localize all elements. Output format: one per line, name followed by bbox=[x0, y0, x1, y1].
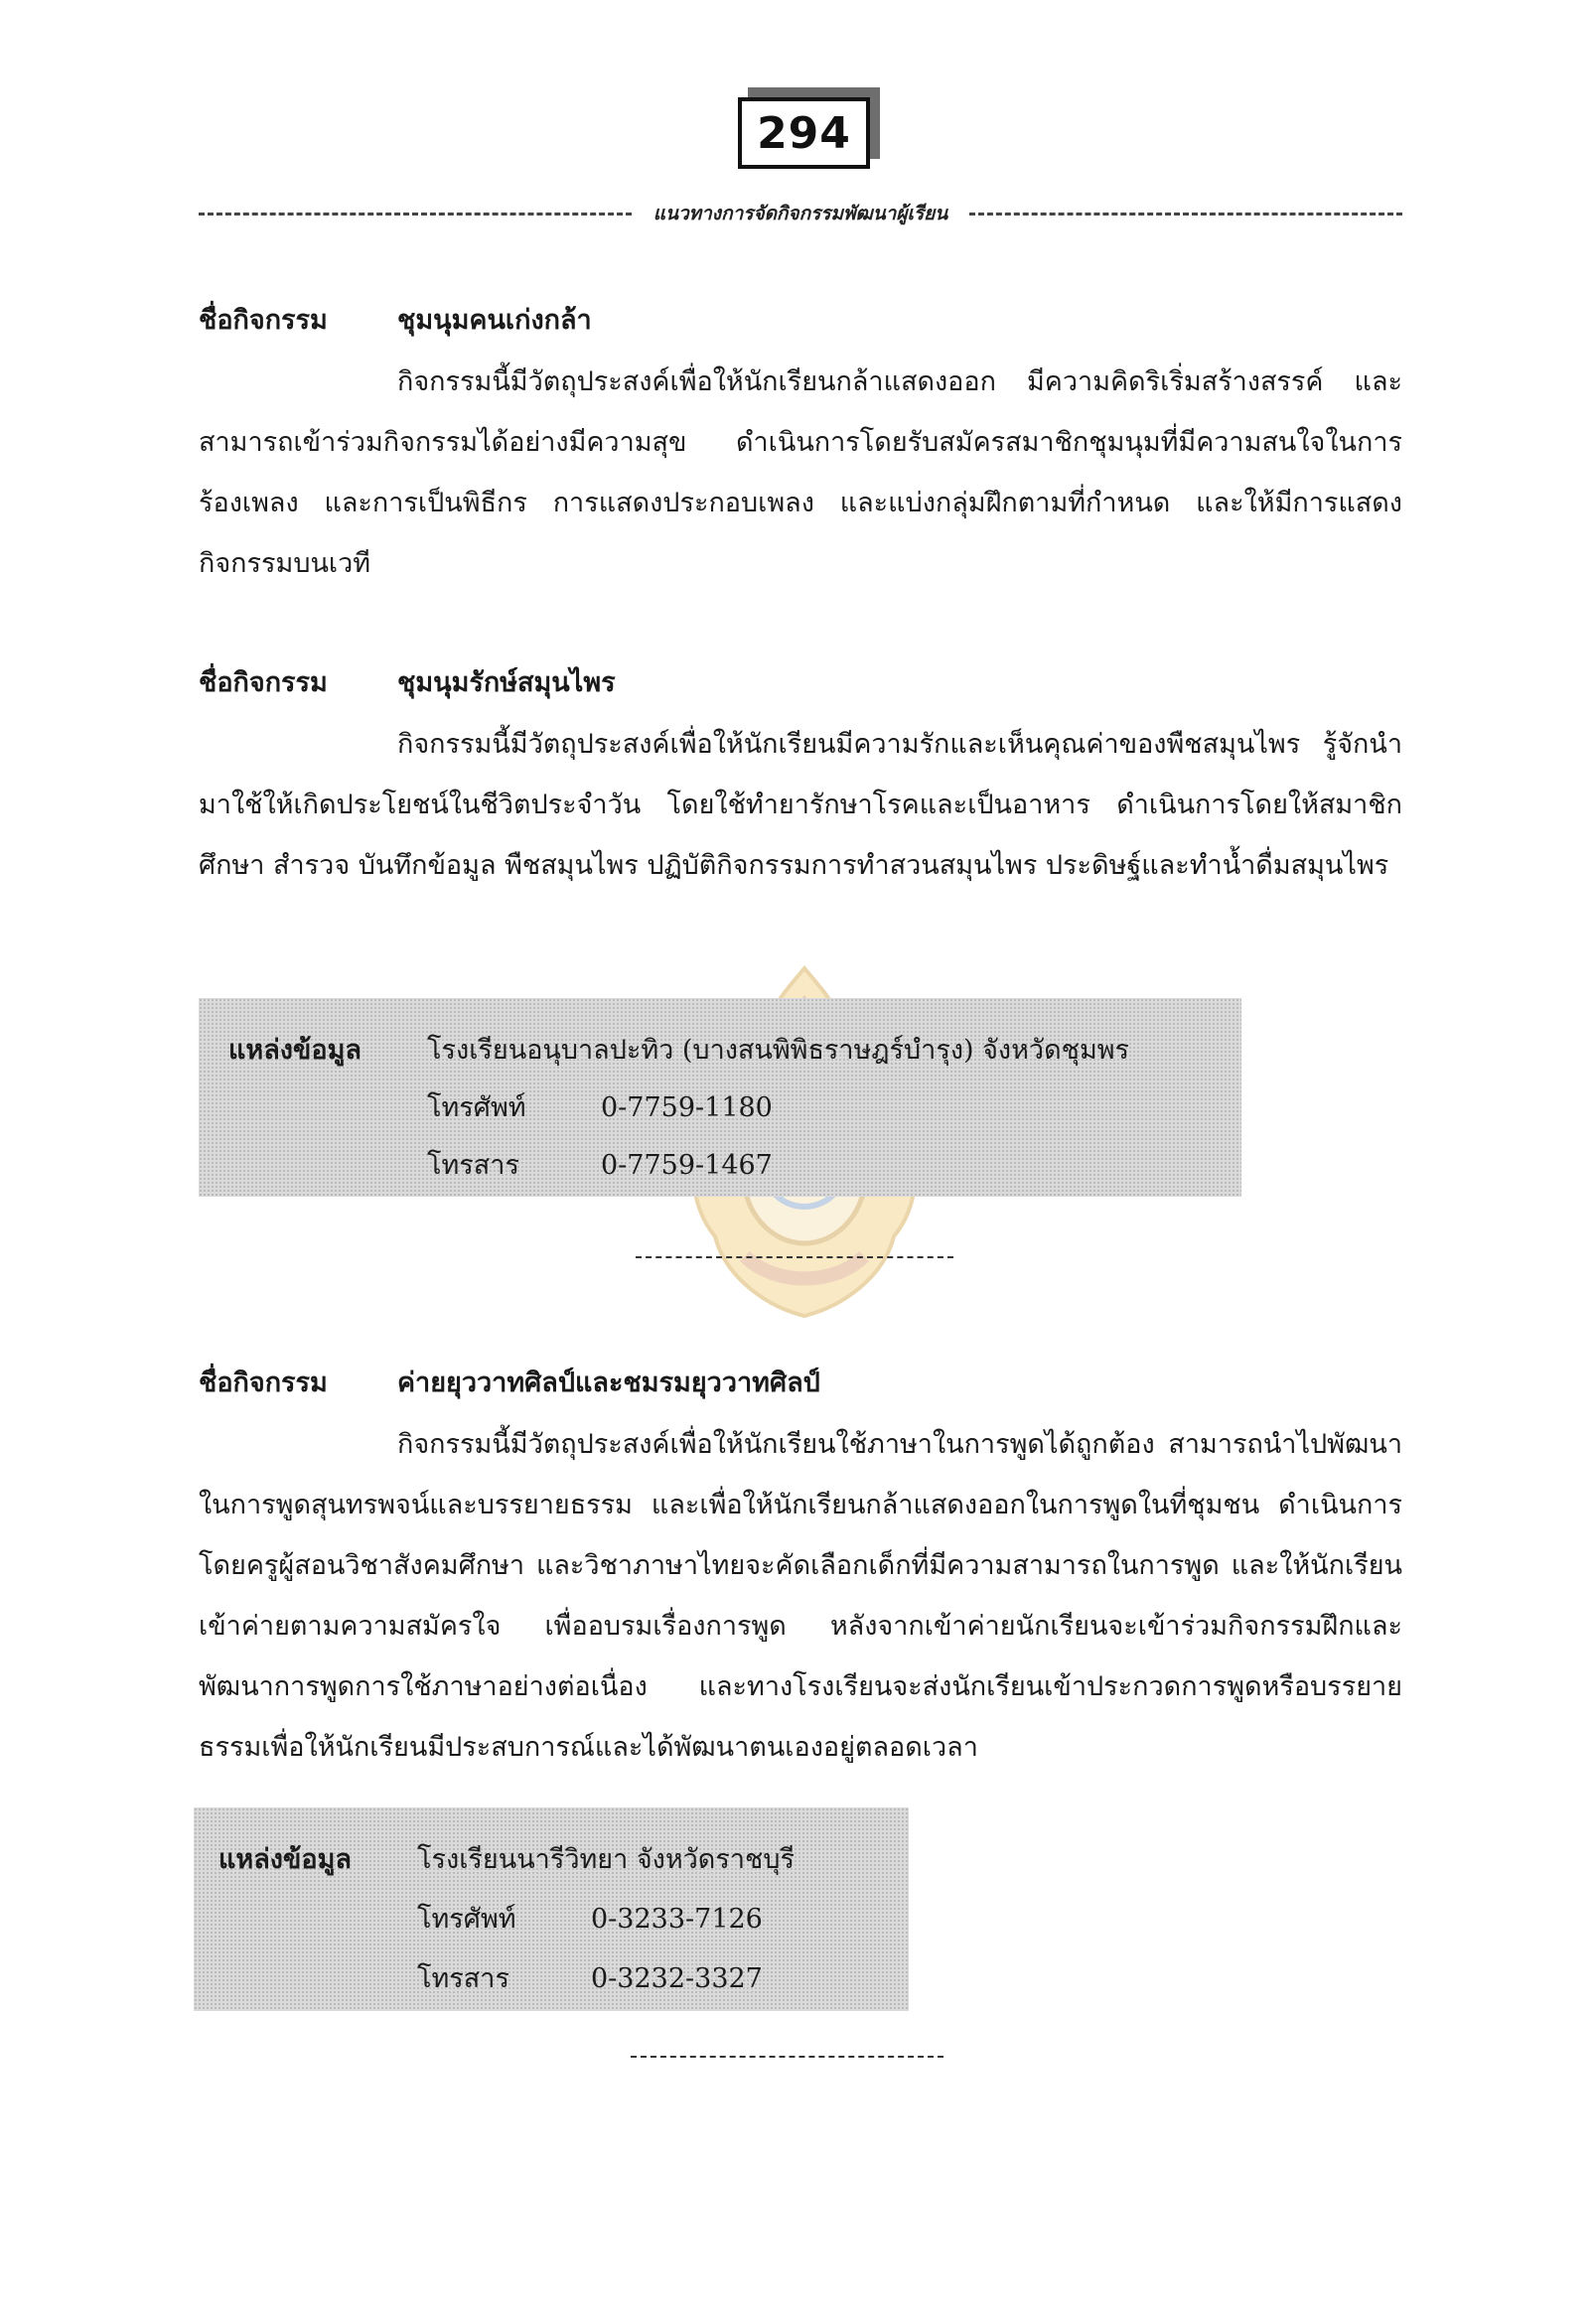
fax-label: โทรสาร bbox=[417, 1963, 509, 1994]
source-school-row bbox=[228, 1028, 1129, 1071]
fax-label: โทรสาร bbox=[427, 1150, 519, 1181]
activity-name-label: ชื่อกิจกรรม bbox=[199, 305, 328, 336]
activity-name-row bbox=[199, 298, 1402, 338]
header-dash-left bbox=[199, 213, 632, 216]
source-phone-row bbox=[427, 1085, 773, 1128]
activity-3 bbox=[199, 1361, 1402, 1778]
activity-description: กิจกรรมนี้มีวัตถุประสงค์เพื่อให้นักเรียนมีความรักและเห็นคุณค่าของพืชสมุนไพร รู้จักนำมาใช้ให้เกิดประโยชน์ในชีวิตประจำวัน โดยใช้ทำยารักษาโรคและเป็นอาหาร ดำเนินการโดยให้สมาชิกศึกษา สำรวจ บันทึกข้อมูล พืชสมุนไพร ปฏิบัติกิจกรรมการทำสวนสมุนไพร ประดิษฐ์และทำน้ำดื่มสมุนไพร bbox=[199, 729, 1402, 881]
source-school: โรงเรียนนารีวิทยา จังหวัดราชบุรี bbox=[417, 1844, 795, 1875]
source-label: แหล่งข้อมูล bbox=[218, 1844, 352, 1875]
activity-description: กิจกรรมนี้มีวัตถุประสงค์เพื่อให้นักเรียนใช้ภาษาในการพูดได้ถูกต้อง สามารถนำไปพัฒนาในการพูดสุนทรพจน์และบรรยายธรรม และเพื่อให้นักเรียนกล้าแสดงออกในการพูดในที่ชุมชน ดำเนินการโดยครูผู้สอนวิชาสังคมศึกษา และวิชาภาษาไทยจะคัดเลือกเด็กที่มีความสามารถในการพูด และให้นักเรียนเข้าค่ายตามความสมัครใจ เพื่ออบรมเรื่องการพูด หลังจากเข้าค่ายนักเรียนจะเข้าร่วมกิจกรรมฝึกและพัฒนาการพูดการใช้ภาษาอย่างต่อเนื่อง และทางโรงเรียนจะส่งนักเรียนเข้าประกวดการพูดหรือบรรยายธรรมเพื่อให้นักเรียนมีประสบการณ์และได้พัฒนาตนเองอยู่ตลอดเวลา bbox=[199, 1429, 1402, 1763]
source-fax-row bbox=[417, 1956, 763, 1999]
source-fax-row bbox=[427, 1143, 773, 1186]
page-number: 294 bbox=[738, 97, 870, 169]
fax-number: 0-7759-1467 bbox=[601, 1150, 773, 1181]
fax-number: 0-3232-3327 bbox=[591, 1963, 763, 1994]
phone-number: 0-7759-1180 bbox=[601, 1092, 773, 1123]
section-divider bbox=[636, 1256, 953, 1258]
activity-name: ชุมนุมคนเก่งกล้า bbox=[397, 305, 592, 336]
source-box-2 bbox=[194, 1807, 909, 2011]
activity-name-row bbox=[199, 660, 1402, 700]
phone-number: 0-3233-7126 bbox=[591, 1904, 763, 1935]
phone-label: โทรศัพท์ bbox=[417, 1904, 516, 1935]
activity-2 bbox=[199, 660, 1402, 896]
activity-name: ค่ายยุววาทศิลป์และชมรมยุววาทศิลป์ bbox=[397, 1367, 820, 1398]
source-box-1 bbox=[199, 998, 1241, 1197]
activity-name: ชุมนุมรักษ์สมุนไพร bbox=[397, 667, 616, 698]
header-title: แนวทางการจัดกิจกรรมพัฒนาผู้เรียน bbox=[653, 203, 948, 224]
activity-1 bbox=[199, 298, 1402, 594]
activity-name-label: ชื่อกิจกรรม bbox=[199, 1367, 328, 1398]
running-header bbox=[199, 202, 1402, 225]
source-school: โรงเรียนอนุบาลปะทิว (บางสนพิพิธราษฎร์บำรุง) จังหวัดชุมพร bbox=[427, 1035, 1130, 1066]
activity-name-row bbox=[199, 1361, 1402, 1400]
activity-description: กิจกรรมนี้มีวัตถุประสงค์เพื่อให้นักเรียนกล้าแสดงออก มีความคิดริเริ่มสร้างสรรค์ และสามารถเข้าร่วมกิจกรรมได้อย่างมีความสุข ดำเนินการโดยรับสมัครสมาชิกชุมนุมที่มีความสนใจในการร้องเพลง และการเป็นพิธีกร การแสดงประกอบเพลง และแบ่งกลุ่มฝึกตามที่กำหนด และให้มีการแสดงกิจกรรมบนเวที bbox=[199, 366, 1402, 579]
source-phone-row bbox=[417, 1897, 763, 1940]
section-divider bbox=[631, 2056, 943, 2058]
source-label: แหล่งข้อมูล bbox=[228, 1035, 362, 1066]
header-dash-right bbox=[969, 213, 1402, 216]
phone-label: โทรศัพท์ bbox=[427, 1092, 526, 1123]
activity-name-label: ชื่อกิจกรรม bbox=[199, 667, 328, 698]
source-school-row bbox=[218, 1837, 795, 1880]
